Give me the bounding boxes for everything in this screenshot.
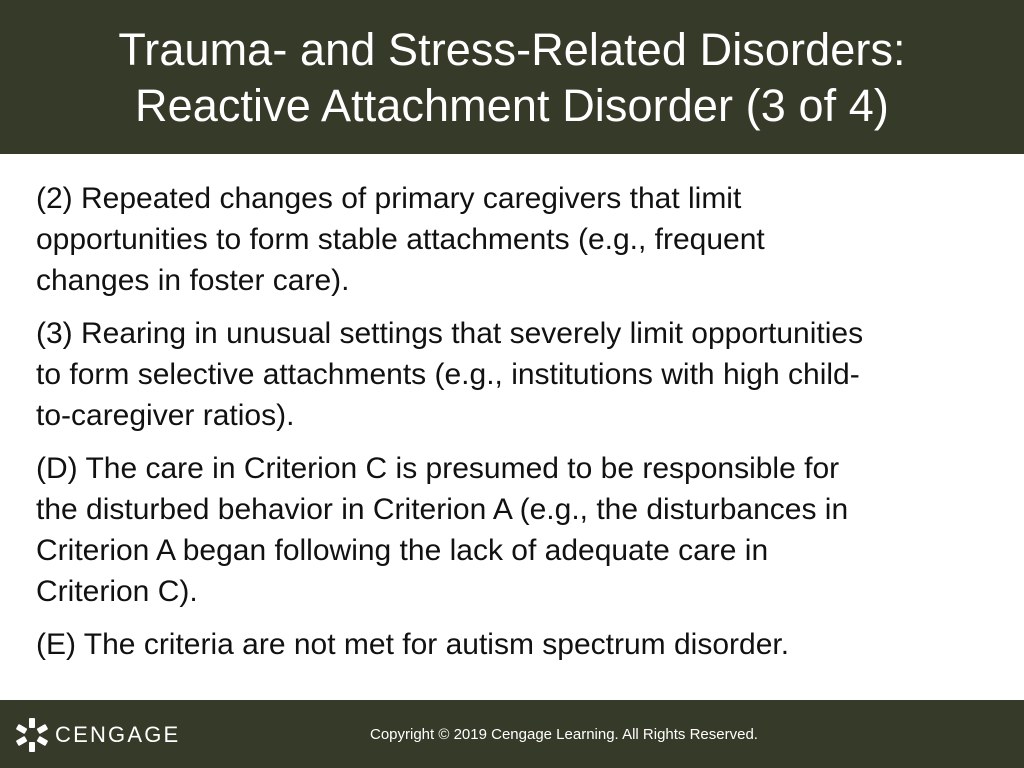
criterion-paragraph-e [36,624,996,665]
cengage-logo-text: CENGAGE [55,722,181,747]
slide-title-line-1: Trauma- and Stress-Related Disorders: [118,24,906,75]
paragraph-line: the disturbed behavior in Criterion A (e.g., the disturbances in [36,493,849,526]
criterion-paragraph-2 [36,178,996,301]
slide-body [36,178,996,677]
title-bar [0,0,1024,154]
paragraph-line: changes in foster care). [36,264,350,297]
paragraph-line: Criterion A began following the lack of adequate care in [36,534,769,567]
paragraph-line: Criterion C). [36,575,198,608]
paragraph-line: opportunities to form stable attachments (e.g., frequent [36,223,765,256]
slide-title-line-2: Reactive Attachment Disorder (3 of 4) [134,80,890,131]
cengage-logo [15,717,180,753]
paragraph-line: to-caregiver ratios). [36,399,295,432]
copyright-notice: Copyright © 2019 Cengage Learning. All Rights Reserved. [370,726,758,743]
paragraph-line: (D) The care in Criterion C is presumed to be responsible for [36,452,840,485]
cengage-logo-icon [15,717,49,753]
paragraph-line: (E) The criteria are not met for autism spectrum disorder. [36,628,790,661]
criterion-paragraph-3 [36,313,996,436]
paragraph-line: (3) Rearing in unusual settings that severely limit opportunities [36,317,864,350]
criterion-paragraph-d [36,448,996,612]
paragraph-line: to form selective attachments (e.g., institutions with high child- [36,358,860,391]
paragraph-line: (2) Repeated changes of primary caregivers that limit [36,182,742,215]
